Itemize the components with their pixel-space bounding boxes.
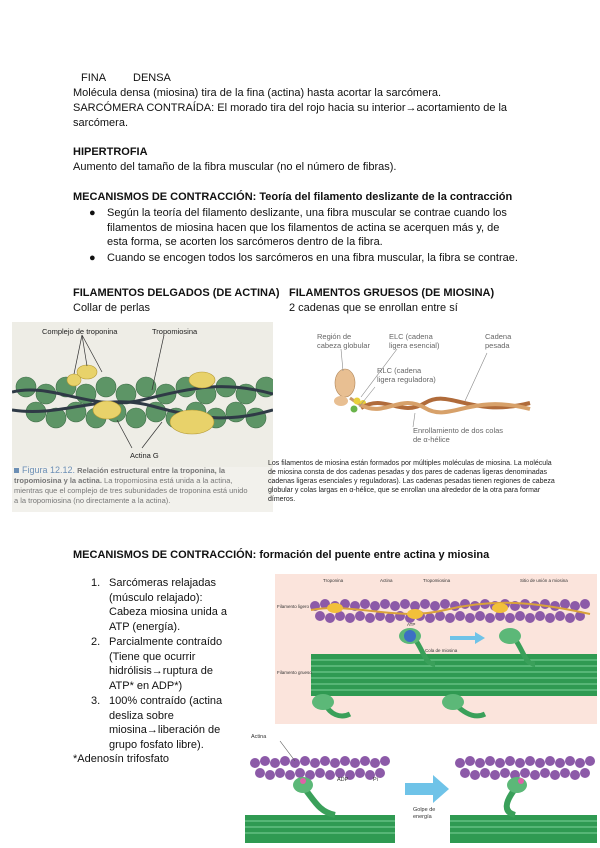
myosin-caption-line-1: Los filamentos de miosina están formados por múltiples moléculas de miosina. La molécula [268,460,552,467]
myosin-caption-line-2: de miosina consta de dos cadenas pesadas y dos pares de cadenas ligeras denominadas [268,469,548,476]
caption-figure-number: Figura 12.12. [22,465,76,475]
actin-figure [12,322,273,512]
actin-figure-caption [14,465,272,506]
crossbridge-label-cola: Cola de miosina [425,648,458,653]
myosin-figure [305,323,535,448]
caption-line-2a: tropomiosina y la actina. [14,476,102,485]
crossbridge-label-actina: Actina [380,578,393,583]
power-stroke-figure [245,727,597,846]
label-rlc-2: ligera reguladora) [377,375,436,384]
intro-line-3: sarcómera. [73,117,129,129]
myosin-caption-line-3: cadenas ligeras esenciales y reguladoras). Las cadenas pesadas tienen regiones de cabeza [268,478,555,485]
bullet-1-line-3: esta forma, se acorten los sarcómeros dentro de la fibra. [107,236,383,248]
label-densa: DENSA [133,72,171,84]
label-enrollamiento: Enrollamiento de dos colas [413,426,504,435]
delgados-title: FILAMENTOS DELGADOS (DE ACTINA) [73,287,280,299]
crossbridge-label-fil-grueso: Filamento grueso [277,670,312,675]
crossbridge-label-sitio: Sitio de unión a miosina [520,578,568,583]
step-item [73,576,263,634]
bullet-dot-icon: ● [89,251,96,264]
step-item [73,635,263,693]
step-3-line-3: miosina→liberación de [109,724,221,736]
power-label-adp: ADP [337,777,349,783]
bullet-item [73,206,543,250]
hipertrofia-text: Aumento del tamaño de la fibra muscular (no el número de fibras). [73,161,397,173]
delgados-text: Collar de perlas [73,302,151,314]
label-tropomiosina: Tropomiosina [152,327,198,336]
intro-line-2: SARCÓMERA CONTRAÍDA: El morado tira del rojo hacia su interior→acortamiento de la [73,102,508,114]
myosin-molecule-illustration [305,323,535,448]
mecanismos-1-title: MECANISMOS DE CONTRACCIÓN: Teoría del filamento deslizante de la contracción [73,191,513,203]
caption-square-icon [14,468,19,473]
power-label-golpe: Golpe de [413,807,436,813]
contraction-steps [73,576,263,752]
crossbridge-illustration [275,574,597,724]
mecanismos-2-title: MECANISMOS DE CONTRACCIÓN: formación del puente entre actina y miosina [73,549,490,561]
caption-line-2b: La tropomiosina está unida a la actina, [104,476,233,485]
step-2-line-1: Parcialmente contraído [109,636,223,648]
step-item [73,694,263,752]
step-3-line-4: grupo fosfato libre). [109,738,204,751]
myosin-caption-line-4: globular y colas largas en α-hélice, que se enrollan una alrededor de la otra para formar [268,487,541,494]
hipertrofia-title: HIPERTROFIA [73,146,148,158]
intro-line-1: Molécula densa (miosina) tira de la fina (actina) hasta acortar la sarcómera. [73,87,442,99]
bullet-1-line-2: filamentos de miosina hacen que los filamentos de actina se acerquen más y, de [107,221,500,234]
label-enrollamiento-2: de α-hélice [413,435,450,444]
step-3-line-2: desliza sobre [109,709,174,722]
step-number: 3. [91,695,101,707]
label-cadena-2: pesada [485,341,510,350]
mecanismos-1-bullets [73,206,543,265]
bullet-item [73,251,543,266]
gruesos-text: 2 cadenas que se enrollan entre sí [289,302,458,314]
actin-filament-illustration [12,322,273,467]
caption-title: Relación estructural entre la troponina, la [77,466,226,475]
power-label-actina: Actina [251,734,267,740]
gruesos-title: FILAMENTOS GRUESOS (DE MIOSINA) [289,287,495,299]
crossbridge-figure [275,574,597,724]
step-1-line-1: Sarcómeras relajadas [109,577,216,589]
crossbridge-label-troponina: Troponina [323,578,344,583]
step-1-line-2: (músculo relajado): [109,591,203,604]
step-2-line-4: ATP* en ADP*) [109,679,183,692]
label-region-2: cabeza globular [317,341,370,350]
bullet-2-line-1: Cuando se encogen todos los sarcómeros en una fibra muscular, la fibra se contrae. [107,251,518,264]
crossbridge-label-atp: ATP [407,622,416,627]
label-actina-g: Actina G [130,451,159,460]
power-stroke-illustration [245,727,597,846]
step-1-line-4: ATP (energía). [109,620,181,633]
myosin-caption-line-5: dímeros. [268,496,296,503]
caption-line-3: mientras que el complejo de tres subunidades de troponina está unido [14,486,248,495]
caption-line-4: a la tropomiosina (no directamente a la actina). [14,496,171,505]
label-troponina: Complejo de troponina [42,327,118,336]
bullet-1-line-1: Según la teoría del filamento deslizante, una fibra muscular se contrae cuando los [107,207,507,219]
myosin-figure-caption [268,459,598,504]
step-number: 1. [91,577,101,589]
step-1-line-3: Cabeza miosina unida a [109,606,228,618]
power-label-pi: Pi [373,777,378,783]
crossbridge-label-fil-ligero: Filamento ligero [277,604,310,609]
label-elc: ELC (cadena [389,332,433,341]
power-label-golpe-2: energía [413,814,432,820]
step-2-line-3: hidrólisis→ruptura de [109,665,213,677]
label-elc-2: ligera esencial) [389,341,440,350]
label-region: Región de [317,332,352,341]
label-fina: FINA [81,72,107,84]
label-rlc: RLC (cadena [377,366,422,375]
step-number: 2. [91,636,101,648]
step-2-line-2: (Tiene que ocurrir [109,650,196,663]
footnote: *Adenosín trifosfato [73,753,170,765]
label-cadena: Cadena [485,332,512,341]
bullet-dot-icon: ● [89,207,96,219]
crossbridge-label-tropomiosina: Tropomiosina [423,578,451,583]
step-3-line-1: 100% contraído (actina [109,695,223,707]
